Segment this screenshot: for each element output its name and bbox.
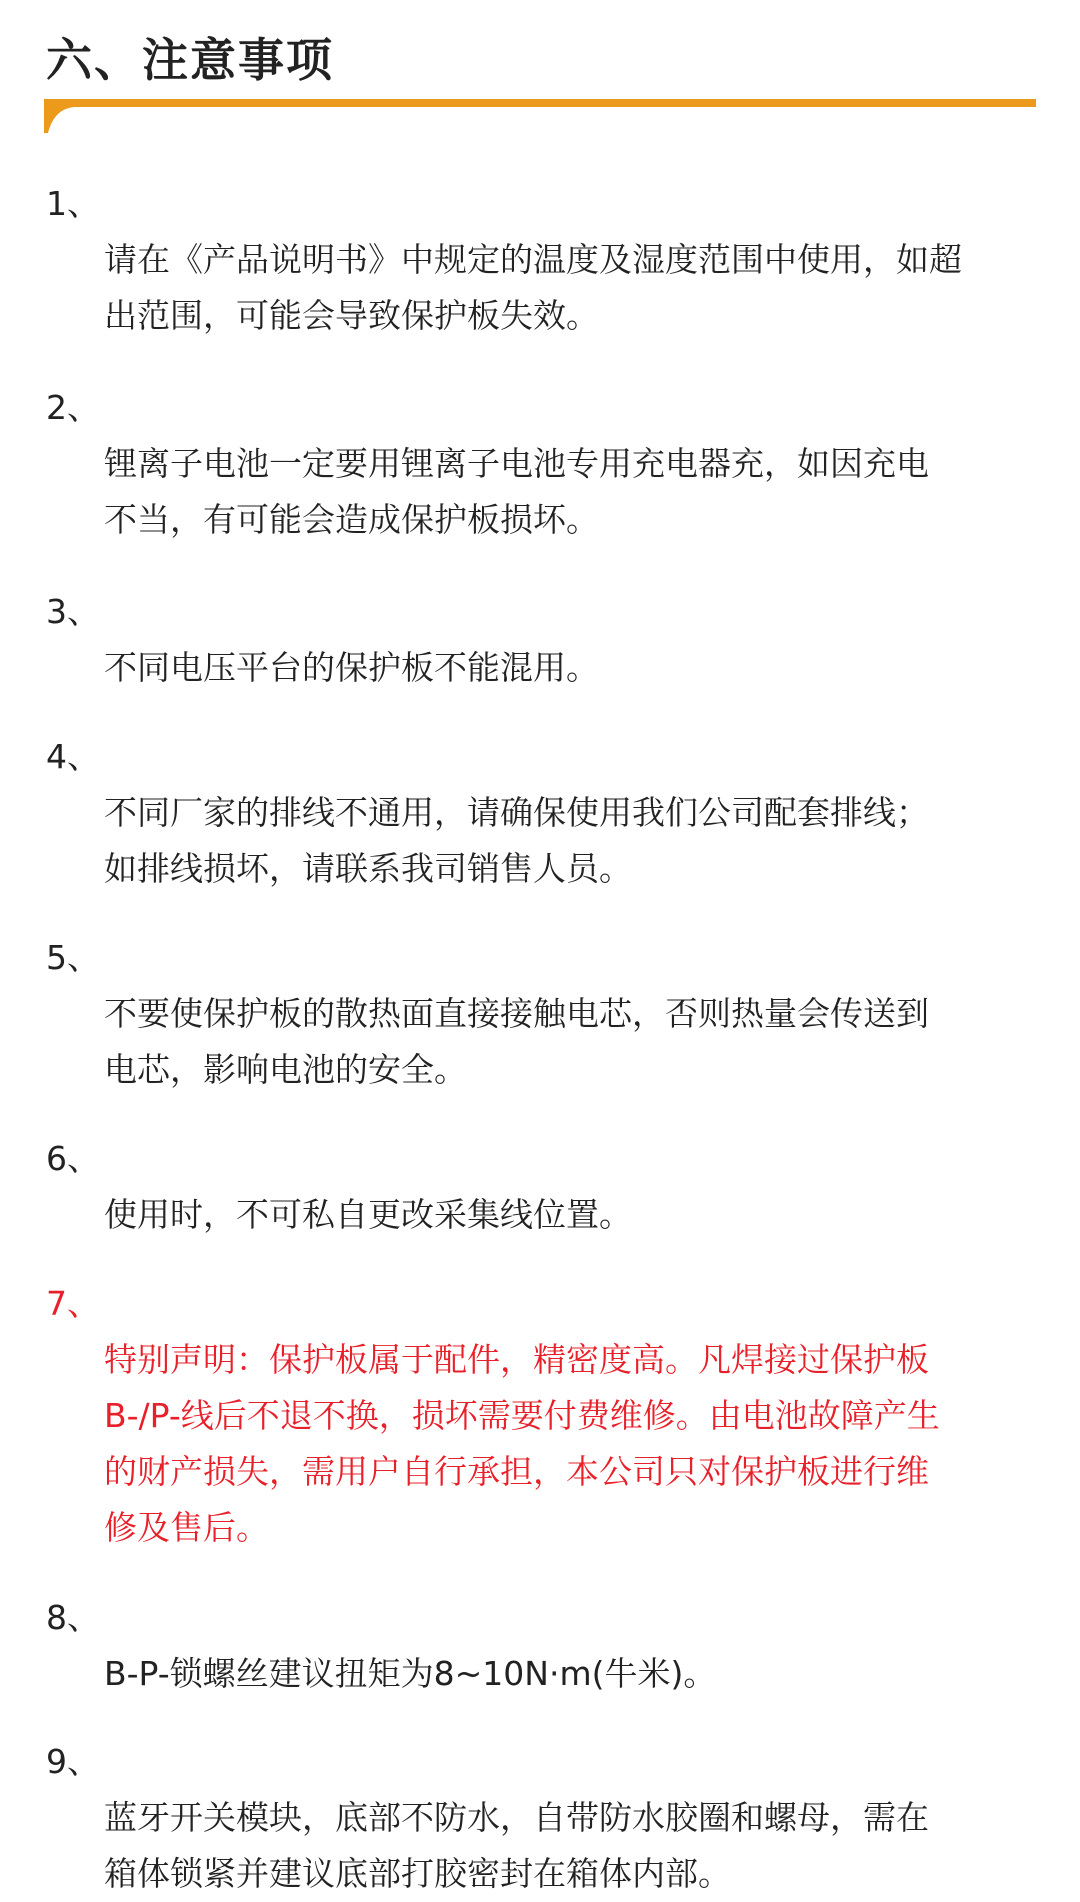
item-text: 不要使保护板的散热面直接接触电芯，否则热量会传送到 电芯，影响电池的安全。: [104, 994, 929, 1089]
item-number: 8、: [46, 1598, 100, 1637]
item-text: B-P-锁螺丝建议扭矩为8~10N·m(牛米)。: [104, 1654, 717, 1693]
item-number: 3、: [46, 592, 100, 631]
notice-item-6: [46, 1131, 1046, 1243]
notice-item-8: [46, 1590, 1046, 1702]
title-underline-accent: [44, 99, 1036, 133]
notice-item-9: [46, 1734, 1046, 1902]
item-number: 6、: [46, 1139, 100, 1178]
item-text: 蓝牙开关模块，底部不防水，自带防水胶圈和螺母，需在 箱体锁紧并建议底部打胶密封在箱体内部。: [104, 1798, 929, 1893]
item-number: 5、: [46, 938, 100, 977]
notice-item-7-special-statement: [46, 1276, 1046, 1556]
notice-list: [46, 176, 1046, 1902]
item-text: 特别声明：保护板属于配件，精密度高。凡焊接过保护板 B-/P-线后不退不换，损坏需要付费维修。由电池故障产生 的财产损失，需用户自行承担，本公司只对保护板进行维 修及售后。: [104, 1340, 940, 1547]
item-text: 锂离子电池一定要用锂离子电池专用充电器充，如因充电 不当，有可能会造成保护板损坏。: [104, 444, 929, 539]
item-text: 不同电压平台的保护板不能混用。: [104, 648, 599, 687]
notice-item-2: [46, 380, 1046, 548]
notice-item-5: [46, 930, 1046, 1098]
item-number: 9、: [46, 1742, 100, 1781]
item-number: 4、: [46, 737, 100, 776]
item-text: 使用时，不可私自更改采集线位置。: [104, 1195, 632, 1234]
item-number: 7、: [46, 1284, 100, 1323]
notice-item-1: [46, 176, 1046, 344]
item-number: 2、: [46, 388, 100, 427]
item-text: 不同厂家的排线不通用，请确保使用我们公司配套排线； 如排线损坏，请联系我司销售人员。: [104, 793, 929, 888]
notice-item-3: [46, 584, 1046, 696]
item-number: 1、: [46, 184, 100, 223]
notice-item-4: [46, 729, 1046, 897]
item-text: 请在《产品说明书》中规定的温度及湿度范围中使用，如超 出范围，可能会导致保护板失效。: [104, 240, 962, 335]
page-title: 六、注意事项: [46, 33, 334, 87]
